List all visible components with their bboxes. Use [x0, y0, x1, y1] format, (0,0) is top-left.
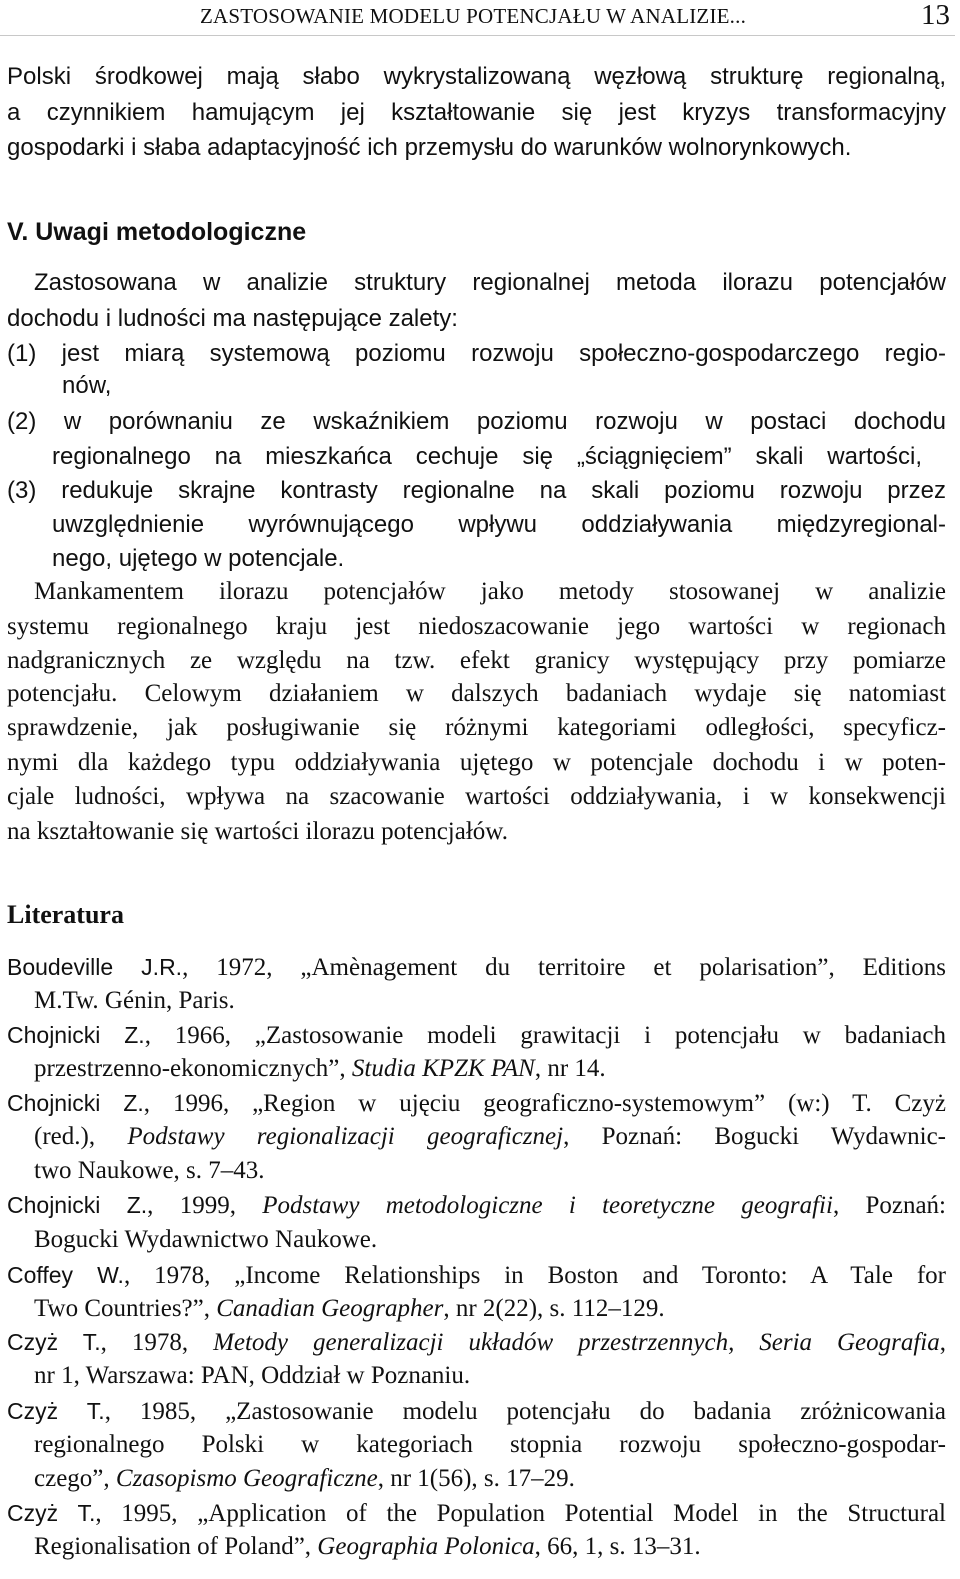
reference-author: Czyż T. — [7, 1329, 101, 1355]
reference-3-line-2: (red.), Podstawy regionalizacji geograficznej, Poznań: Bogucki Wydawnic- — [34, 1123, 946, 1150]
reference-author: Czyż T. — [7, 1500, 96, 1526]
reference-7-line-3: czego”, Czasopismo Geograficzne, nr 1(56), s. 17–29. — [34, 1465, 575, 1492]
reference-5-line-2: Two Countries?”, Canadian Geographer, nr 2(22), s. 112–129. — [34, 1295, 665, 1322]
reference-author: Boudeville J.R. — [7, 954, 183, 980]
reference-7-line-1: Czyż T., 1985, „Zastosowanie modelu potencjału do badania zróżnicowania — [7, 1398, 946, 1425]
intro-line-1: Polski środkowej mają słabo wykrystalizowaną węzłową strukturę regionalną, — [7, 63, 946, 90]
reference-2-line-2: przestrzenno-ekonomicznych”, Studia KPZK PAN, nr 14. — [34, 1055, 606, 1082]
list-item-3-line-3: nego, ujętego w potencjale. — [52, 545, 345, 572]
page-number: 13 — [921, 0, 950, 31]
running-header — [0, 0, 960, 36]
intro-line-3: gospodarki i słaba adaptacyjność ich przemysłu do warunków wolnorynkowych. — [7, 134, 852, 161]
reference-author: Chojnicki Z. — [7, 1022, 145, 1048]
journal-title: Studia KPZK PAN — [351, 1055, 535, 1082]
journal-title: Czasopismo Geograficzne — [115, 1465, 378, 1492]
book-title: Metody generalizacji układów przestrzennych, Seria Geografia — [213, 1329, 940, 1356]
reference-2-line-1: Chojnicki Z., 1966, „Zastosowanie modeli grawitacji i potencjału w badaniach — [7, 1022, 946, 1049]
list-item-2-line-1: (2) w porównaniu ze wskaźnikiem poziomu rozwoju w postaci dochodu — [7, 408, 946, 435]
intro-line-2: a czynnikiem hamującym jej kształtowanie się jest kryzys transformacyjny — [7, 99, 946, 126]
closing-line-1: Mankamentem ilorazu potencjałów jako metody stosowanej w analizie — [34, 578, 946, 605]
closing-line-8: na kształtowanie się wartości ilorazu potencjałów. — [7, 818, 508, 845]
closing-line-3: nadgranicznych ze względu na tzw. efekt granicy występujący przy pomiarze — [7, 647, 946, 674]
reference-author: Czyż T. — [7, 1398, 105, 1424]
running-title: ZASTOSOWANIE MODELU POTENCJAŁU W ANALIZIE... — [200, 4, 747, 28]
reference-6-line-2: nr 1, Warszawa: PAN, Oddział w Poznaniu. — [34, 1362, 471, 1389]
closing-line-2: systemu regionalnego kraju jest niedoszacowanie jego wartości w regionach — [7, 613, 946, 640]
reference-3-line-3: two Naukowe, s. 7–43. — [34, 1157, 265, 1184]
section-heading: V. Uwagi metodologiczne — [7, 218, 307, 246]
reference-1-line-2: M.Tw. Génin, Paris. — [34, 987, 235, 1014]
reference-3-line-1: Chojnicki Z., 1996, „Region w ujęciu geograficzno-systemowym” (w:) T. Czyż — [7, 1090, 946, 1117]
reference-author: Chojnicki Z. — [7, 1090, 144, 1116]
list-item-1-line-1: (1) jest miarą systemową poziomu rozwoju społeczno-gospodarczego regio- — [7, 340, 946, 367]
reference-8-line-2: Regionalisation of Poland”, Geographia Polonica, 66, 1, s. 13–31. — [34, 1533, 701, 1560]
journal-title: Geographia Polonica — [317, 1533, 535, 1560]
closing-line-6: nymi dla każdego typu oddziaływania ujętego w potencjale dochodu i w poten- — [7, 749, 946, 776]
section-intro-line-1: Zastosowana w analizie struktury regionalnej metoda ilorazu potencjałów — [34, 269, 946, 296]
literature-heading: Literatura — [7, 900, 124, 929]
reference-8-line-1: Czyż T., 1995, „Application of the Population Potential Model in the Structural — [7, 1500, 946, 1527]
section-intro-line-2: dochodu i ludności ma następujące zalety: — [7, 305, 458, 332]
list-item-3-line-1: (3) redukuje skrajne kontrasty regionalne na skali poziomu rozwoju przez — [7, 477, 946, 504]
closing-line-5: sprawdzenie, jak posługiwanie się różnymi kategoriami odległości, specyficz- — [7, 714, 946, 741]
list-item-3-line-2: uwzględnienie wyrównującego wpływu oddziaływania międzyregional- — [52, 511, 946, 538]
reference-7-line-2: regionalnego Polski w kategoriach stopnia rozwoju społeczno-gospodar- — [34, 1431, 946, 1458]
closing-line-7: cjale ludności, wpływa na szacowanie wartości oddziaływania, i w konsekwencji — [7, 783, 946, 810]
reference-1-line-1: Boudeville J.R., 1972, „Amènagement du territoire et polarisation”, Editions — [7, 954, 946, 981]
journal-title: Canadian Geographer — [216, 1295, 444, 1322]
closing-line-4: potencjału. Celowym działaniem w dalszych badaniach wydaje się natomiast — [7, 680, 946, 707]
list-item-1-line-2: nów, — [62, 372, 112, 399]
book-title: Podstawy regionalizacji geograficznej — [127, 1123, 564, 1150]
reference-4-line-2: Bogucki Wydawnictwo Naukowe. — [34, 1226, 378, 1253]
list-item-2-line-2: regionalnego na mieszkańca cechuje się „ściągnięciem” skali wartości, — [52, 443, 922, 470]
reference-author: Coffey W. — [7, 1262, 124, 1288]
book-title: Podstawy metodologiczne i teoretyczne geografii — [262, 1192, 833, 1219]
reference-6-line-1: Czyż T., 1978, Metody generalizacji układów przestrzennych, Seria Geografia, — [7, 1329, 946, 1356]
header-rule — [0, 35, 955, 36]
reference-5-line-1: Coffey W., 1978, „Income Relationships in Boston and Toronto: A Tale for — [7, 1262, 946, 1289]
reference-author: Chojnicki Z. — [7, 1192, 148, 1218]
reference-4-line-1: Chojnicki Z., 1999, Podstawy metodologiczne i teoretyczne geografii, Poznań: — [7, 1192, 946, 1219]
